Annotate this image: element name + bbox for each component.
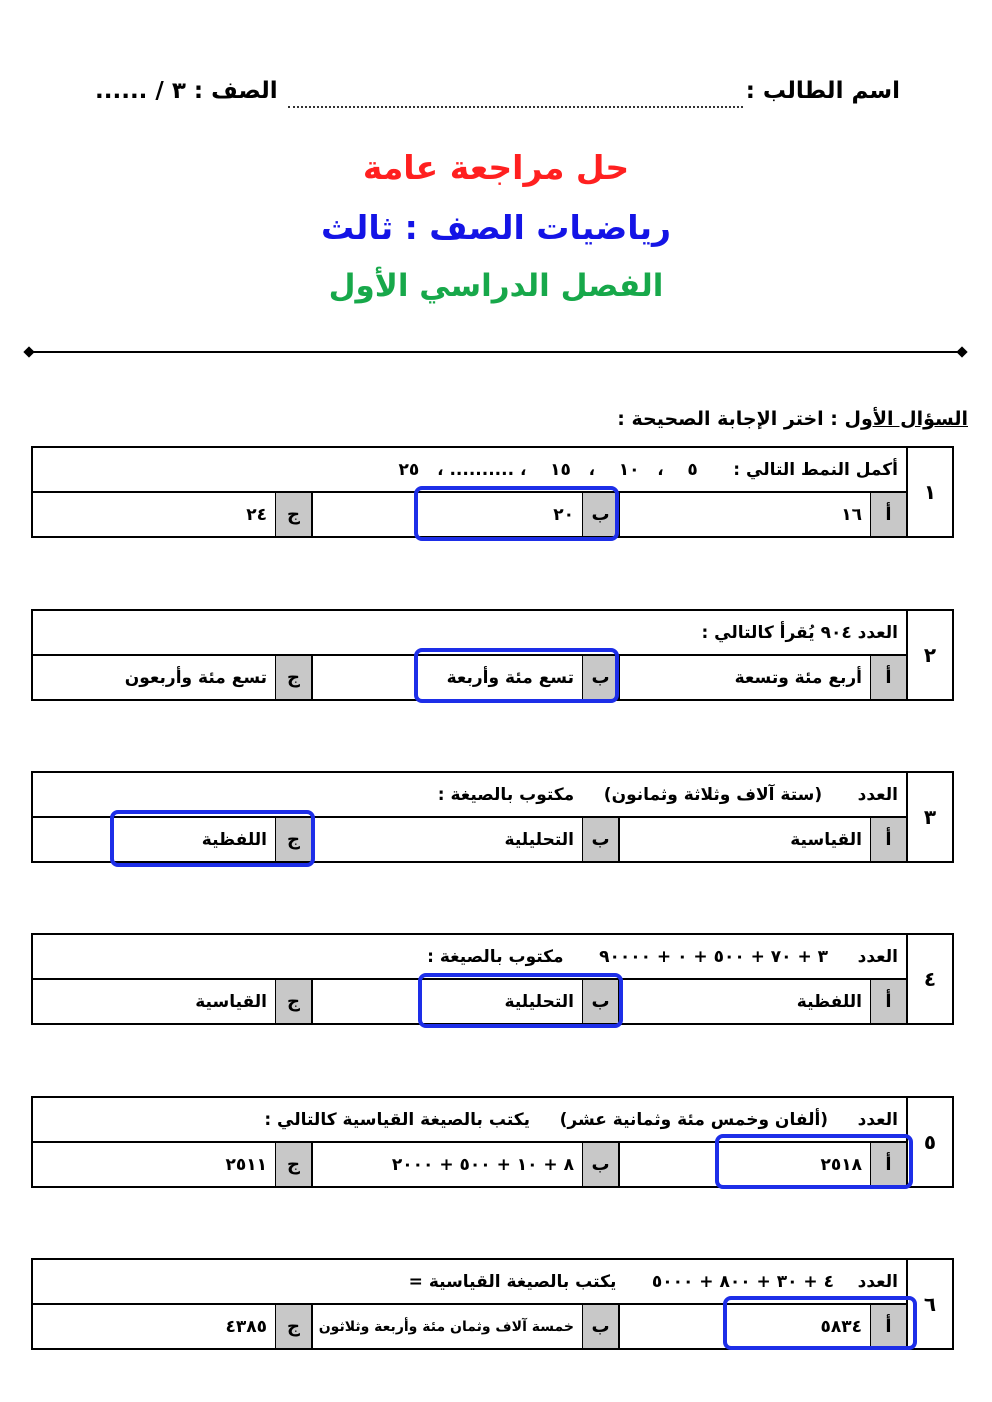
option-c[interactable] bbox=[33, 656, 311, 699]
option-a[interactable] bbox=[618, 493, 906, 536]
option-text: التحليلية bbox=[504, 829, 574, 850]
option-letter: ج bbox=[275, 656, 311, 699]
question-number: ٣ bbox=[906, 773, 952, 861]
option-c[interactable] bbox=[33, 980, 311, 1023]
question-number: ٢ bbox=[906, 611, 952, 699]
option-c[interactable] bbox=[33, 818, 311, 861]
question-text: العدد (ألفان وخمس مئة وثمانية عشر) يكتب بالصيغة القياسية كالتالي : bbox=[33, 1098, 906, 1143]
question-3 bbox=[31, 771, 954, 863]
student-name-field[interactable] bbox=[288, 80, 743, 108]
option-letter: ج bbox=[275, 980, 311, 1023]
option-text: أربع مئة وتسعة bbox=[734, 667, 862, 688]
option-b[interactable] bbox=[311, 1305, 618, 1348]
subject-title: رياضيات الصف : ثالث bbox=[321, 208, 671, 247]
option-text: التحليلية bbox=[504, 991, 574, 1012]
student-name-label: اسم الطالب : bbox=[745, 78, 900, 104]
option-a[interactable] bbox=[618, 818, 906, 861]
divider-end-right bbox=[956, 346, 967, 357]
option-text: ١٦ bbox=[841, 504, 862, 525]
option-b[interactable] bbox=[311, 818, 618, 861]
question-text: العدد ٩٠٤ يُقرأ كالتالي : bbox=[33, 611, 906, 656]
option-a[interactable] bbox=[618, 980, 906, 1023]
question-2 bbox=[31, 609, 954, 701]
question-number: ٥ bbox=[906, 1098, 952, 1186]
option-letter: ج bbox=[275, 1143, 311, 1186]
section-heading bbox=[617, 408, 968, 430]
option-text: ٥٨٣٤ bbox=[820, 1316, 862, 1337]
option-letter: ج bbox=[275, 493, 311, 536]
option-text: تسع مئة وأربعة bbox=[446, 667, 574, 688]
option-letter: ب bbox=[582, 1305, 618, 1348]
option-b[interactable] bbox=[311, 980, 618, 1023]
question-number: ١ bbox=[906, 448, 952, 536]
option-letter: ج bbox=[275, 1305, 311, 1348]
question-5 bbox=[31, 1096, 954, 1188]
question-text: العدد ٣ + ٧٠ + ٥٠٠ + ٠ + ٩٠٠٠٠ مكتوب بالصيغة : bbox=[33, 935, 906, 980]
option-text: اللفظية bbox=[201, 829, 267, 850]
option-text: ٤٣٨٥ bbox=[225, 1316, 267, 1337]
option-letter: ب bbox=[582, 818, 618, 861]
option-a[interactable] bbox=[618, 1305, 906, 1348]
option-text: القياسية bbox=[790, 829, 862, 850]
option-letter: ب bbox=[582, 493, 618, 536]
option-letter: أ bbox=[870, 1143, 906, 1186]
divider-end-left bbox=[23, 346, 34, 357]
question-text: العدد (ستة آلاف وثلاثة وثمانون) مكتوب بالصيغة : bbox=[33, 773, 906, 818]
option-b[interactable] bbox=[311, 1143, 618, 1186]
question-text: أكمل النمط التالي : ٥ ، ١٠ ، ١٥ ، .......... ، ٢٥ bbox=[33, 448, 906, 493]
option-text: خمسة آلاف وثمان مئة وأربعة وثلاثون bbox=[318, 1318, 574, 1335]
section-instruction: : اختر الإجابة الصحيحة : bbox=[617, 408, 838, 430]
option-b[interactable] bbox=[311, 656, 618, 699]
divider-line bbox=[30, 351, 962, 353]
page-title: حل مراجعة عامة bbox=[362, 148, 630, 187]
question-6 bbox=[31, 1258, 954, 1350]
option-letter: أ bbox=[870, 980, 906, 1023]
option-c[interactable] bbox=[33, 1143, 311, 1186]
option-b[interactable] bbox=[311, 493, 618, 536]
option-text: ٨ + ١٠ + ٥٠٠ + ٢٠٠٠ bbox=[391, 1154, 574, 1175]
option-letter: ج bbox=[275, 818, 311, 861]
option-letter: ب bbox=[582, 656, 618, 699]
option-letter: ب bbox=[582, 1143, 618, 1186]
option-letter: أ bbox=[870, 818, 906, 861]
option-letter: أ bbox=[870, 1305, 906, 1348]
option-text: ٢٥١٨ bbox=[820, 1154, 862, 1175]
question-1 bbox=[31, 446, 954, 538]
option-text: تسع مئة وأربعون bbox=[124, 667, 267, 688]
class-label: الصف : ٣ / ...... bbox=[95, 78, 278, 104]
question-number: ٤ bbox=[906, 935, 952, 1023]
option-c[interactable] bbox=[33, 493, 311, 536]
option-text: اللفظية bbox=[796, 991, 862, 1012]
question-4 bbox=[31, 933, 954, 1025]
option-c[interactable] bbox=[33, 1305, 311, 1348]
question-text: العدد ٤ + ٣٠ + ٨٠٠ + ٥٠٠٠ يكتب بالصيغة القياسية = bbox=[33, 1260, 906, 1305]
semester-title: الفصل الدراسي الأول bbox=[328, 268, 664, 304]
section-label: السؤال الأول bbox=[844, 408, 968, 430]
option-text: القياسية bbox=[195, 991, 267, 1012]
option-a[interactable] bbox=[618, 656, 906, 699]
option-letter: أ bbox=[870, 493, 906, 536]
option-letter: أ bbox=[870, 656, 906, 699]
option-text: ٢٠ bbox=[553, 504, 574, 525]
option-text: ٢٤ bbox=[246, 504, 267, 525]
question-number: ٦ bbox=[906, 1260, 952, 1348]
option-letter: ب bbox=[582, 980, 618, 1023]
option-a[interactable] bbox=[618, 1143, 906, 1186]
option-text: ٢٥١١ bbox=[225, 1154, 267, 1175]
